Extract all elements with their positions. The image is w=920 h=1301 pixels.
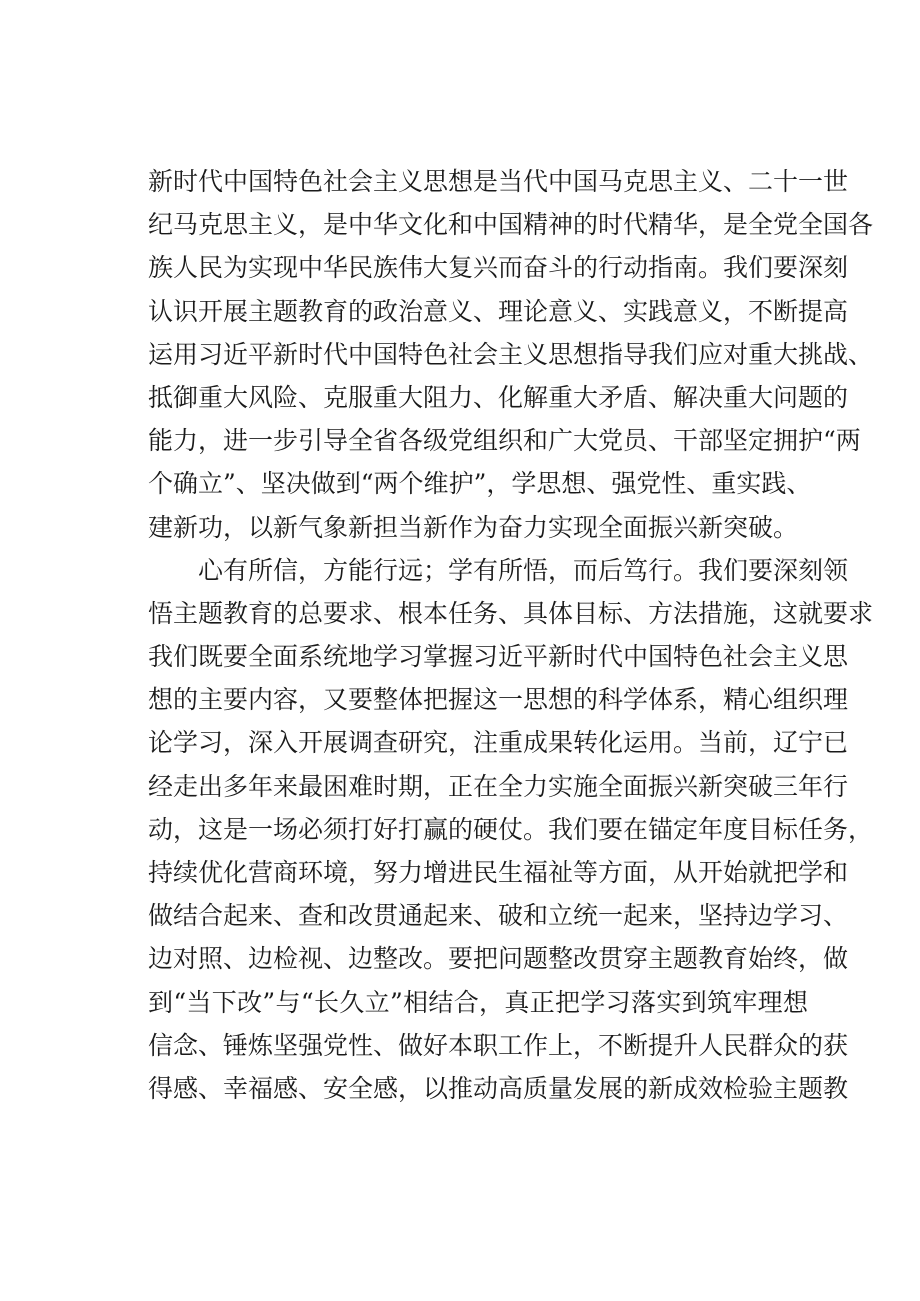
text-line: 我们既要全面系统地学习掌握习近平新时代中国特色社会主义思	[148, 642, 849, 672]
text-line: 到“当下改”与“长久立”相结合，真正把学习落实到筑牢理想	[148, 987, 808, 1017]
text-line: 心有所信，方能行远；学有所悟，而后笃行。我们要深刻领	[198, 555, 849, 585]
text-line: 论学习，深入开展调查研究，注重成果转化运用。当前，辽宁已	[148, 728, 849, 758]
text-line: 边对照、边检视、边整改。要把问题整改贯穿主题教育始终，做	[148, 944, 849, 974]
text-line: 信念、锤炼坚强党性、做好本职工作上，不断提升人民群众的获	[148, 1030, 849, 1060]
text-line: 想的主要内容，又要整体把握这一思想的科学体系，精心组织理	[148, 685, 849, 715]
text-line: 做结合起来、查和改贯通起来、破和立统一起来，坚持边学习、	[148, 901, 849, 931]
text-line: 运用习近平新时代中国特色社会主义思想指导我们应对重大挑战、	[148, 339, 874, 369]
body-text	[148, 160, 874, 1110]
text-line: 得感、幸福感、安全感，以推动高质量发展的新成效检验主题教	[148, 1073, 849, 1103]
text-line: 个确立”、坚决做到“两个维护”，学思想、强党性、重实践、	[148, 469, 812, 499]
text-line: 纪马克思主义，是中华文化和中国精神的时代精华，是全党全国各	[148, 210, 874, 240]
text-line: 能力，进一步引导全省各级党组织和广大党员、干部坚定拥护“两	[148, 426, 861, 456]
paragraph-2	[148, 549, 874, 1110]
text-line: 认识开展主题教育的政治意义、理论意义、实践意义，不断提高	[148, 296, 849, 326]
text-line: 族人民为实现中华民族伟大复兴而奋斗的行动指南。我们要深刻	[148, 253, 849, 283]
text-line: 悟主题教育的总要求、根本任务、具体目标、方法措施，这就要求	[148, 598, 874, 628]
text-line: 持续优化营商环境，努力增进民生福祉等方面，从开始就把学和	[148, 858, 849, 887]
text-line: 新时代中国特色社会主义思想是当代中国马克思主义、二十一世	[148, 167, 849, 196]
text-line: 动，这是一场必须打好打赢的硬仗。我们要在锚定年度目标任务，	[148, 814, 874, 844]
text-line: 建新功，以新气象新担当新作为奋力实现全面振兴新突破。	[148, 512, 799, 542]
paragraph-1	[148, 160, 874, 549]
text-line: 抵御重大风险、克服重大阻力、化解重大矛盾、解决重大问题的	[148, 382, 849, 412]
text-line: 经走出多年来最困难时期，正在全力实施全面振兴新突破三年行	[148, 771, 849, 801]
